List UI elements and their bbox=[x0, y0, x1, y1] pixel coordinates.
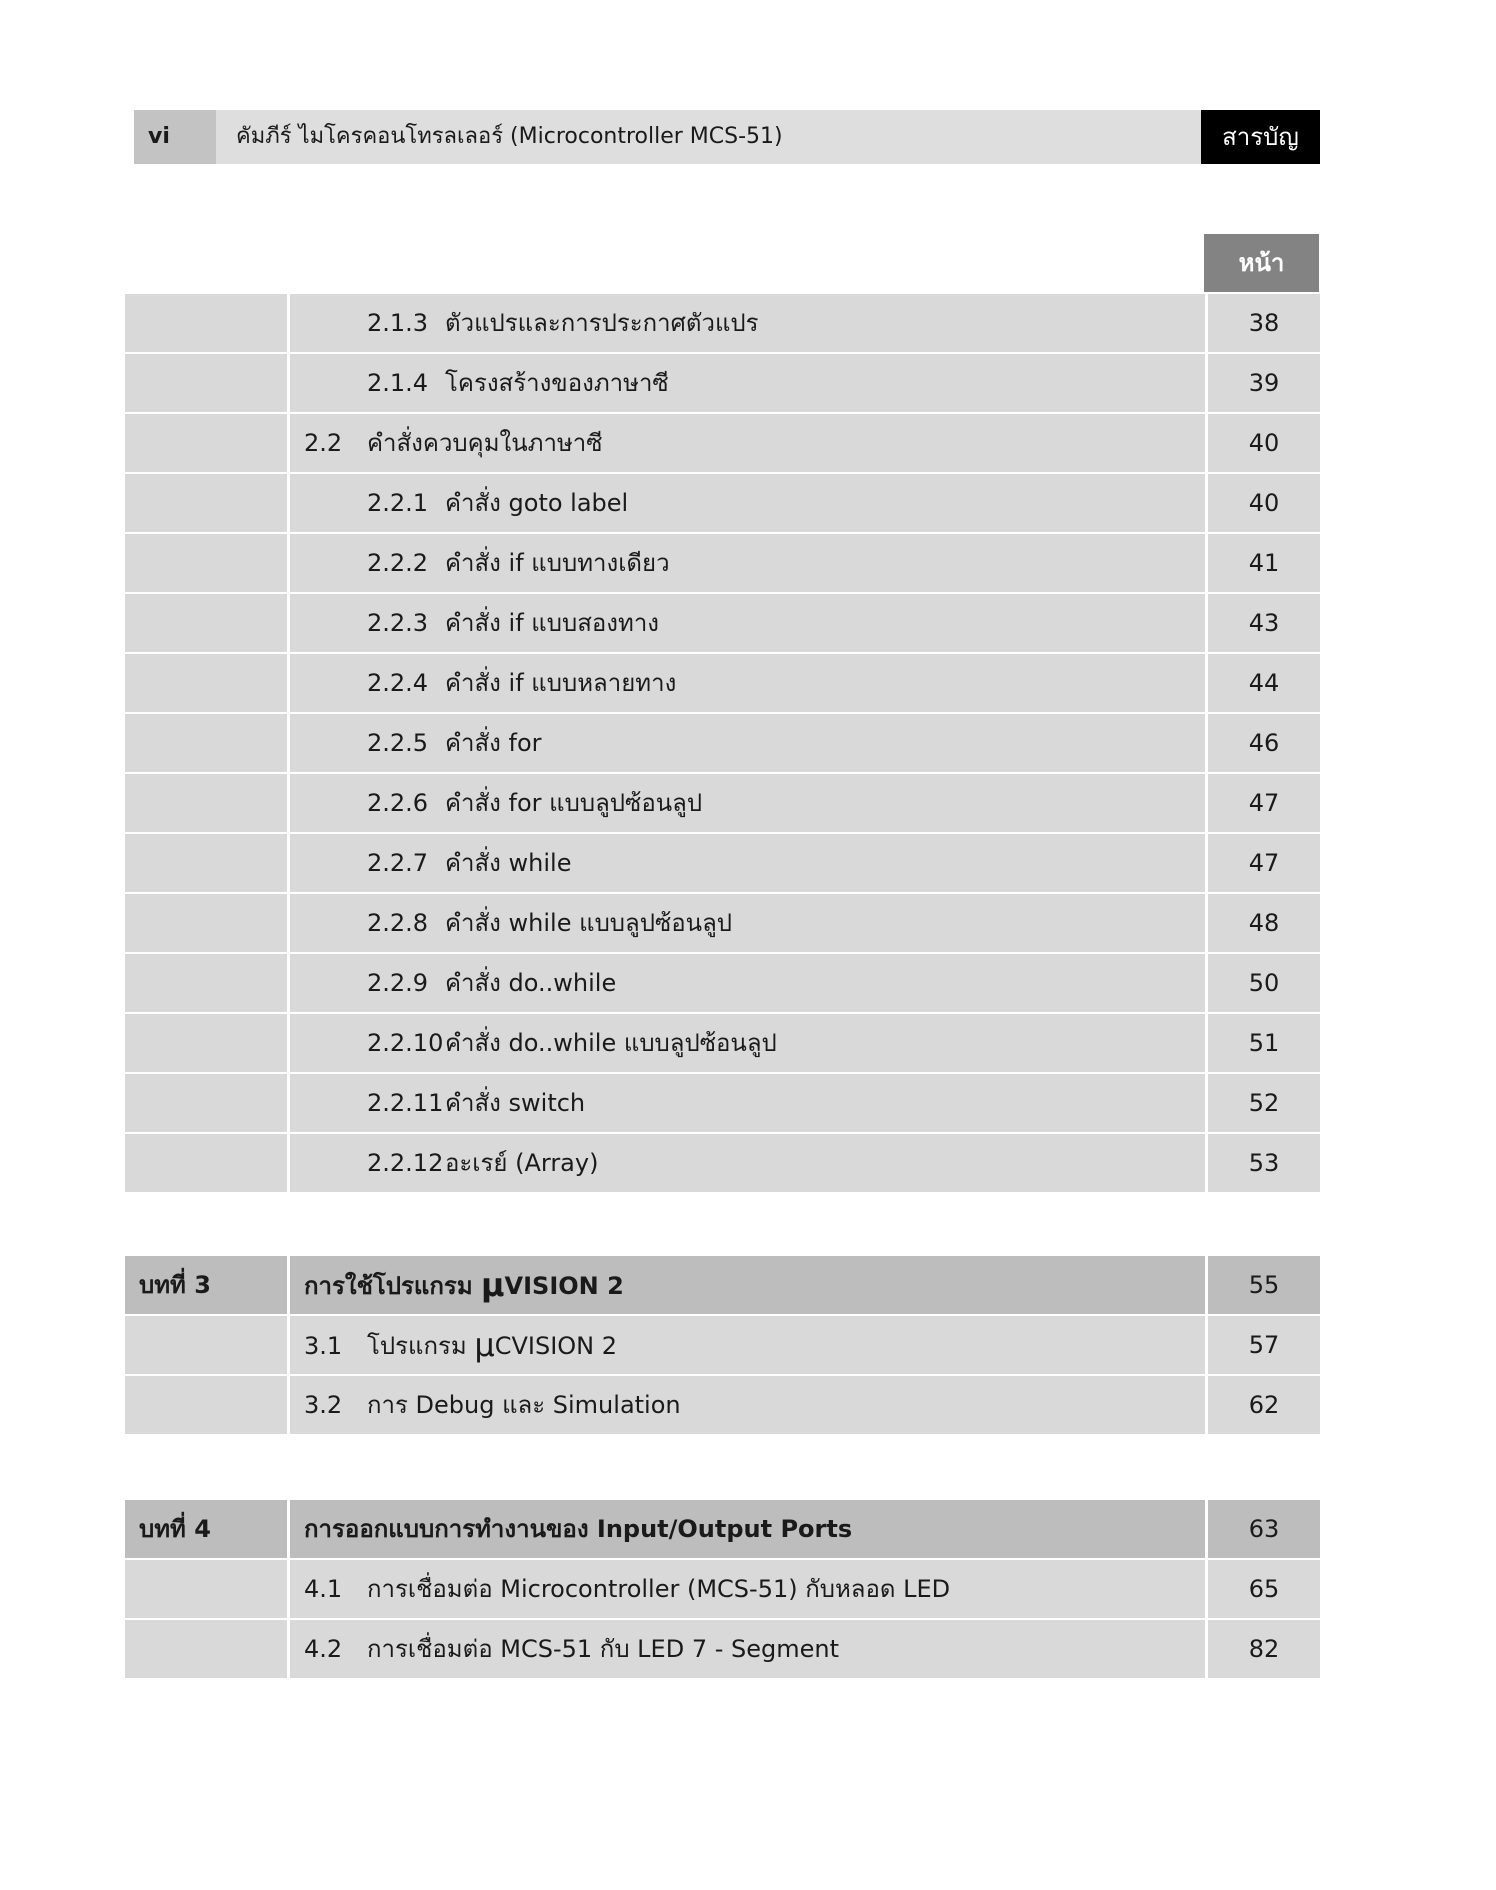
chapter-title: การใช้โปรแกรม μVISION 2 bbox=[290, 1256, 1205, 1314]
toc-row: 2.2.7 คำสั่ง while 47 bbox=[125, 834, 1320, 894]
chapter-title: การออกแบบการทำงานของ Input/Output Ports bbox=[290, 1500, 1205, 1558]
toc-section-2 bbox=[125, 294, 1320, 1194]
mu-symbol: μ bbox=[481, 1266, 505, 1304]
chapter-page: 55 bbox=[1208, 1256, 1320, 1314]
toc-chapter-3 bbox=[125, 1256, 1320, 1436]
chapter-heading bbox=[125, 1256, 1320, 1316]
toc-row: 2.2.8 คำสั่ง while แบบลูปซ้อนลูป 48 bbox=[125, 894, 1320, 954]
toc-row: 4.2 การเชื่อมต่อ MCS-51 กับ LED 7 - Segment 82 bbox=[125, 1620, 1320, 1680]
toc-chapter-4 bbox=[125, 1500, 1320, 1680]
chapter-label: บทที่ 4 bbox=[125, 1500, 287, 1558]
toc-row: 2.2.4 คำสั่ง if แบบหลายทาง 44 bbox=[125, 654, 1320, 714]
book-title: คัมภีร์ ไมโครคอนโทรลเลอร์ (Microcontroller MCS-51) bbox=[216, 110, 1201, 164]
chapter-page: 63 bbox=[1208, 1500, 1320, 1558]
toc-row: 2.2.2 คำสั่ง if แบบทางเดียว 41 bbox=[125, 534, 1320, 594]
page-column-header: หน้า bbox=[1204, 234, 1319, 292]
toc-row: 2.2.12อะเรย์ (Array) 53 bbox=[125, 1134, 1320, 1194]
running-header bbox=[134, 110, 1320, 164]
toc-row: 3.2 การ Debug และ Simulation 62 bbox=[125, 1376, 1320, 1436]
toc-row: 3.1 โปรแกรม μCVISION 2 57 bbox=[125, 1316, 1320, 1376]
mu-symbol: μ bbox=[474, 1326, 495, 1364]
toc-row: 2.2 คำสั่งควบคุมในภาษาซี 40 bbox=[125, 414, 1320, 474]
toc-row: 2.2.10คำสั่ง do..while แบบลูปซ้อนลูป 51 bbox=[125, 1014, 1320, 1074]
chapter-label: บทที่ 3 bbox=[125, 1256, 287, 1314]
toc-row: 2.2.5 คำสั่ง for 46 bbox=[125, 714, 1320, 774]
toc-row: 2.1.3 ตัวแปรและการประกาศตัวแปร 38 bbox=[125, 294, 1320, 354]
chapter-heading bbox=[125, 1500, 1320, 1560]
toc-row: 2.2.6 คำสั่ง for แบบลูปซ้อนลูป 47 bbox=[125, 774, 1320, 834]
toc-row: 2.2.3 คำสั่ง if แบบสองทาง 43 bbox=[125, 594, 1320, 654]
toc-row: 2.2.11คำสั่ง switch 52 bbox=[125, 1074, 1320, 1134]
toc-row: 2.2.1 คำสั่ง goto label 40 bbox=[125, 474, 1320, 534]
section-label: สารบัญ bbox=[1201, 110, 1320, 164]
toc-row: 4.1 การเชื่อมต่อ Microcontroller (MCS-51) กับหลอด LED 65 bbox=[125, 1560, 1320, 1620]
toc-row: 2.1.4 โครงสร้างของภาษาซี 39 bbox=[125, 354, 1320, 414]
page-number: vi bbox=[134, 110, 216, 164]
toc-row: 2.2.9 คำสั่ง do..while 50 bbox=[125, 954, 1320, 1014]
